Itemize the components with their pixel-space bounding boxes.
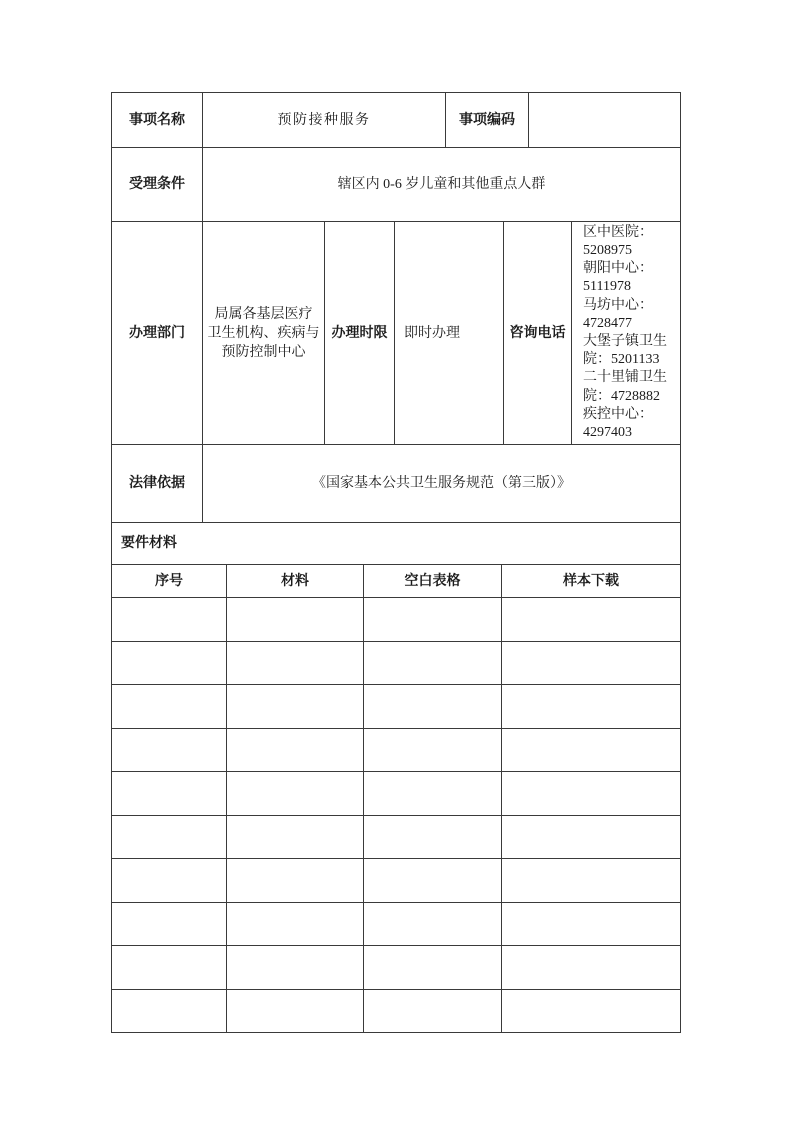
materials-empty-cell <box>502 816 680 859</box>
department-value <box>203 222 325 444</box>
materials-empty-cell <box>364 859 502 902</box>
materials-empty-cell <box>227 816 364 859</box>
materials-empty-cell <box>502 990 680 1033</box>
department-line: 卫生机构、疾病与 <box>207 325 320 341</box>
materials-empty-row <box>112 772 680 816</box>
phone-line: 二十里铺卫生 <box>583 370 667 386</box>
item-name-label: 事项名称 <box>112 93 203 147</box>
service-item-table <box>111 92 681 1033</box>
materials-empty-cell <box>502 642 680 685</box>
materials-empty-row <box>112 642 680 686</box>
department-label: 办理部门 <box>112 222 203 444</box>
acceptance-value: 辖区内 0-6 岁儿童和其他重点人群 <box>337 177 546 192</box>
materials-empty-cell <box>112 859 227 902</box>
materials-empty-cell <box>502 946 680 989</box>
materials-empty-cell <box>502 598 680 641</box>
legal-basis-value: 《国家基本公共卫生服务规范（第三版）》 <box>312 476 571 491</box>
department-line: 局属各基层医疗 <box>214 306 313 322</box>
row-department <box>112 222 680 445</box>
materials-header-material: 材料 <box>227 565 364 597</box>
time-limit-label: 办理时限 <box>325 222 395 444</box>
phone-value <box>572 222 680 444</box>
materials-empty-cell <box>502 685 680 728</box>
materials-empty-cell <box>227 729 364 772</box>
item-name-value: 预防接种服务 <box>203 93 446 147</box>
row-materials-section <box>112 523 680 565</box>
materials-empty-cell <box>112 903 227 946</box>
materials-empty-cell <box>364 903 502 946</box>
item-code-value <box>529 93 680 147</box>
materials-empty-cell <box>227 990 364 1033</box>
materials-empty-cell <box>227 598 364 641</box>
materials-header-sample-download: 样本下载 <box>563 573 619 589</box>
materials-empty-cell <box>227 685 364 728</box>
materials-empty-cell <box>227 903 364 946</box>
materials-empty-cell <box>502 772 680 815</box>
materials-empty-cell <box>227 772 364 815</box>
materials-header-index: 序号 <box>112 565 227 597</box>
phone-line: 大堡子镇卫生 <box>583 334 667 349</box>
materials-empty-cell <box>364 598 502 641</box>
phone-line: 疾控中心： <box>583 406 653 422</box>
materials-empty-row <box>112 946 680 990</box>
materials-empty-cell <box>364 990 502 1033</box>
materials-empty-cell <box>112 642 227 685</box>
row-legal-basis <box>112 445 680 523</box>
materials-header-row <box>112 565 680 598</box>
department-line: 预防控制中心 <box>221 344 306 360</box>
phone-line: 院：4728882 <box>583 388 660 404</box>
materials-empty-row <box>112 859 680 903</box>
materials-header-blank-form: 空白表格 <box>364 565 502 597</box>
materials-empty-row <box>112 598 680 642</box>
phone-line: 5208975 <box>583 242 632 258</box>
materials-empty-row <box>112 729 680 773</box>
acceptance-label: 受理条件 <box>112 148 203 221</box>
materials-empty-cell <box>364 816 502 859</box>
phone-label: 咨询电话 <box>504 222 572 444</box>
materials-empty-cell <box>502 729 680 772</box>
row-acceptance <box>112 148 680 222</box>
materials-empty-cell <box>364 946 502 989</box>
item-code-label: 事项编码 <box>446 93 529 147</box>
materials-empty-cell <box>364 729 502 772</box>
materials-empty-cell <box>112 598 227 641</box>
materials-empty-row <box>112 990 680 1033</box>
materials-empty-row <box>112 903 680 947</box>
phone-line: 5111978 <box>583 279 631 295</box>
row-item-name <box>112 93 680 148</box>
materials-empty-cell <box>112 946 227 989</box>
legal-basis-label: 法律依据 <box>112 445 203 522</box>
materials-empty-cell <box>227 859 364 902</box>
materials-empty-row <box>112 685 680 729</box>
phone-line: 马坊中心： <box>583 297 653 313</box>
phone-line: 4297403 <box>583 425 632 441</box>
materials-section-label: 要件材料 <box>121 536 177 551</box>
materials-empty-cell <box>502 903 680 946</box>
materials-empty-cell <box>227 642 364 685</box>
phone-line: 院：5201133 <box>583 352 660 368</box>
materials-empty-cell <box>364 772 502 815</box>
materials-empty-cell <box>502 859 680 902</box>
time-limit-value: 即时办理 <box>395 222 504 444</box>
materials-empty-cell <box>112 990 227 1033</box>
materials-empty-cell <box>364 642 502 685</box>
materials-empty-row <box>112 816 680 860</box>
materials-empty-cell <box>227 946 364 989</box>
materials-empty-cell <box>112 816 227 859</box>
materials-empty-cell <box>112 772 227 815</box>
materials-empty-cell <box>112 729 227 772</box>
materials-empty-cell <box>364 685 502 728</box>
materials-empty-cell <box>112 685 227 728</box>
phone-line: 区中医院： <box>583 224 653 240</box>
phone-line: 朝阳中心： <box>583 261 653 277</box>
phone-line: 4728477 <box>583 315 632 331</box>
